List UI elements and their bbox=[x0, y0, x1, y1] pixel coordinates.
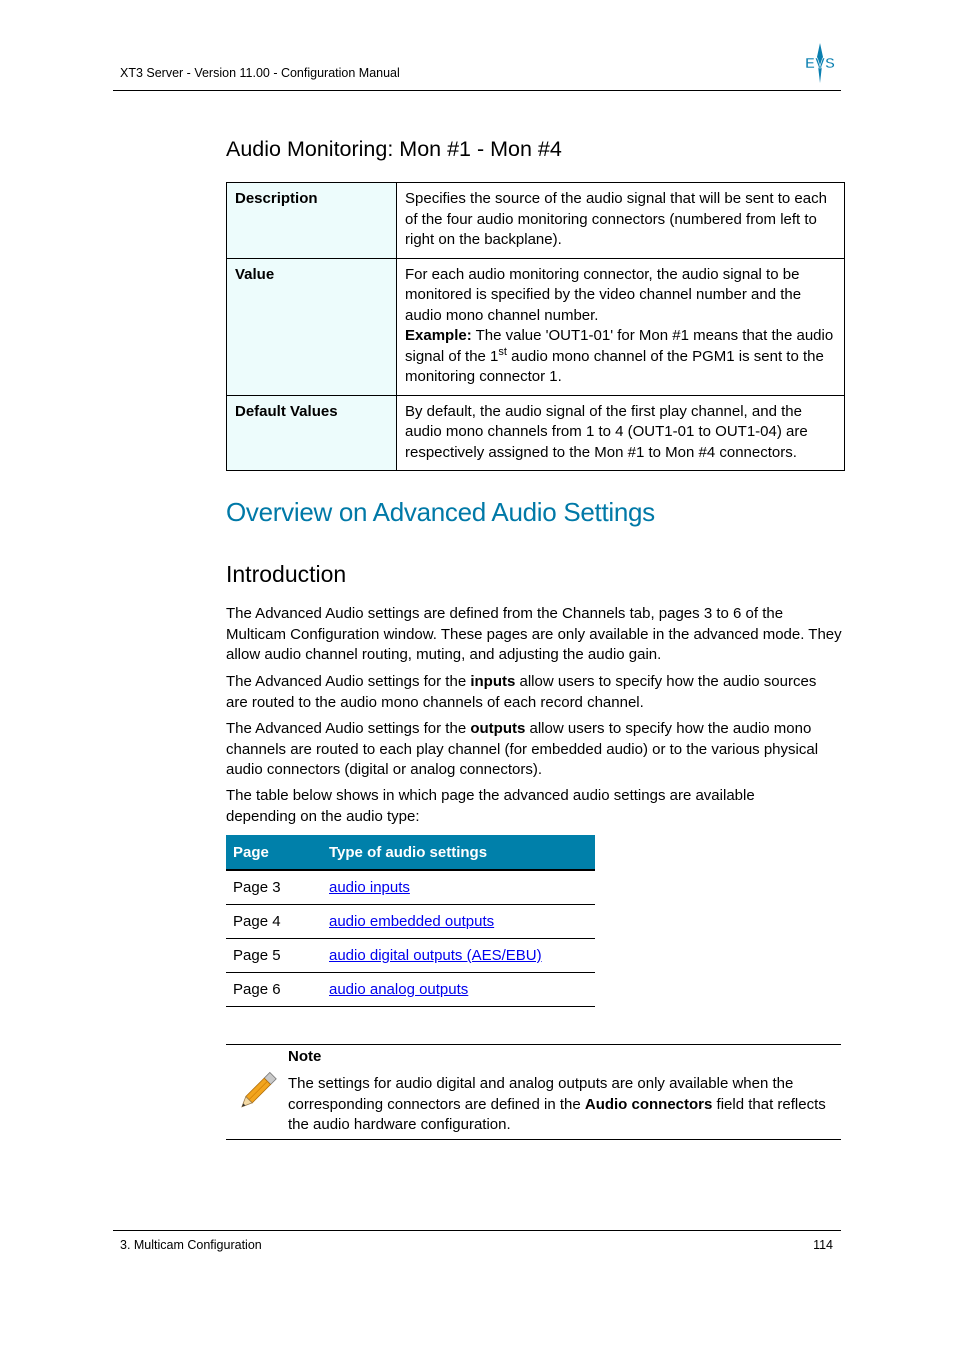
example-text-pre: The value 'OUT1-01' for Mon #1 means that the audio signal of the 1 bbox=[405, 327, 834, 365]
evs-logo bbox=[803, 43, 837, 83]
link-audio-inputs[interactable]: audio inputs bbox=[329, 879, 410, 896]
note-body: The settings for audio digital and analog outputs are only available when the corresponding connectors are defined in the Audio connectors field that reflects the audio hardware configuration. bbox=[288, 1075, 826, 1133]
table-header-row bbox=[226, 835, 595, 870]
footer-rule bbox=[113, 1230, 841, 1231]
audio-monitoring-table bbox=[226, 182, 845, 471]
intro-paragraph-1: The Advanced Audio settings are defined from the Channels tab, pages 3 to 6 of the Multicam Configuration window. These pages are only available in the advanced mode. They allow audio channel routing, muting, and adjusting the audio gain. bbox=[226, 605, 842, 663]
row-label: Value bbox=[227, 258, 397, 395]
page-cell: Page 5 bbox=[226, 939, 322, 973]
link-audio-digital-outputs[interactable]: audio digital outputs (AES/EBU) bbox=[329, 947, 542, 964]
header-title: XT3 Server - Version 11.00 - Configuration Manual bbox=[120, 66, 400, 80]
row-value bbox=[397, 258, 845, 395]
audio-pages-table bbox=[226, 835, 595, 1007]
row-value: By default, the audio signal of the first play channel, and the audio mono channels from 1 to 4 (OUT1-01 to OUT1-04) are respectively assigned to the Mon #1 to Mon #4 connectors. bbox=[397, 395, 845, 471]
note-bottom-rule bbox=[226, 1139, 841, 1140]
row-value: Specifies the source of the audio signal that will be sent to each of the four audio monitoring connectors (numbered from left to right on the backplane). bbox=[397, 183, 845, 259]
ordinal-superscript: st bbox=[498, 345, 507, 358]
link-audio-embedded-outputs[interactable]: audio embedded outputs bbox=[329, 913, 495, 930]
table-row bbox=[226, 870, 595, 905]
pencil-icon bbox=[232, 1070, 278, 1116]
example-label: Example: bbox=[405, 327, 472, 344]
table-row bbox=[226, 905, 595, 939]
page-cell: Page 4 bbox=[226, 905, 322, 939]
example-text-post: audio mono channel of the PGM1 is sent to the monitoring connector 1. bbox=[405, 347, 824, 385]
intro-paragraph-2: The Advanced Audio settings for the inputs allow users to specify how the audio sources are routed to the audio mono channels of each record channel. bbox=[226, 673, 817, 711]
header-rule bbox=[113, 90, 841, 91]
value-text: For each audio monitoring connector, the audio signal to be monitored is specified by the video channel number and the audio mono channel number. bbox=[405, 265, 802, 324]
column-header-page: Page bbox=[226, 835, 322, 870]
section-heading-audio-monitoring: Audio Monitoring: Mon #1 - Mon #4 bbox=[226, 137, 562, 161]
row-label: Default Values bbox=[227, 395, 397, 471]
page-number: 114 bbox=[813, 1238, 833, 1252]
intro-paragraph-4: The table below shows in which page the advanced audio settings are available depending on the audio type: bbox=[226, 787, 755, 825]
row-label: Description bbox=[227, 183, 397, 259]
page-cell: Page 3 bbox=[226, 870, 322, 905]
footer-chapter: 3. Multicam Configuration bbox=[120, 1238, 262, 1252]
column-header-type: Type of audio settings bbox=[322, 835, 595, 870]
note-top-rule bbox=[226, 1044, 841, 1045]
table-row bbox=[226, 973, 595, 1007]
table-row bbox=[227, 183, 845, 259]
intro-paragraph-3: The Advanced Audio settings for the outputs allow users to specify how the audio mono channels are routed to each play channel (for embedded audio) or to the various physical audio connectors (digital or analog connectors). bbox=[226, 720, 819, 778]
note-title: Note bbox=[288, 1048, 322, 1065]
page-cell: Page 6 bbox=[226, 973, 322, 1007]
table-row bbox=[227, 395, 845, 471]
logo-text: EVS bbox=[804, 55, 836, 72]
link-audio-analog-outputs[interactable]: audio analog outputs bbox=[329, 981, 469, 998]
table-row bbox=[226, 939, 595, 973]
table-row bbox=[227, 258, 845, 395]
overview-heading: Overview on Advanced Audio Settings bbox=[226, 497, 655, 527]
introduction-heading: Introduction bbox=[226, 561, 347, 587]
